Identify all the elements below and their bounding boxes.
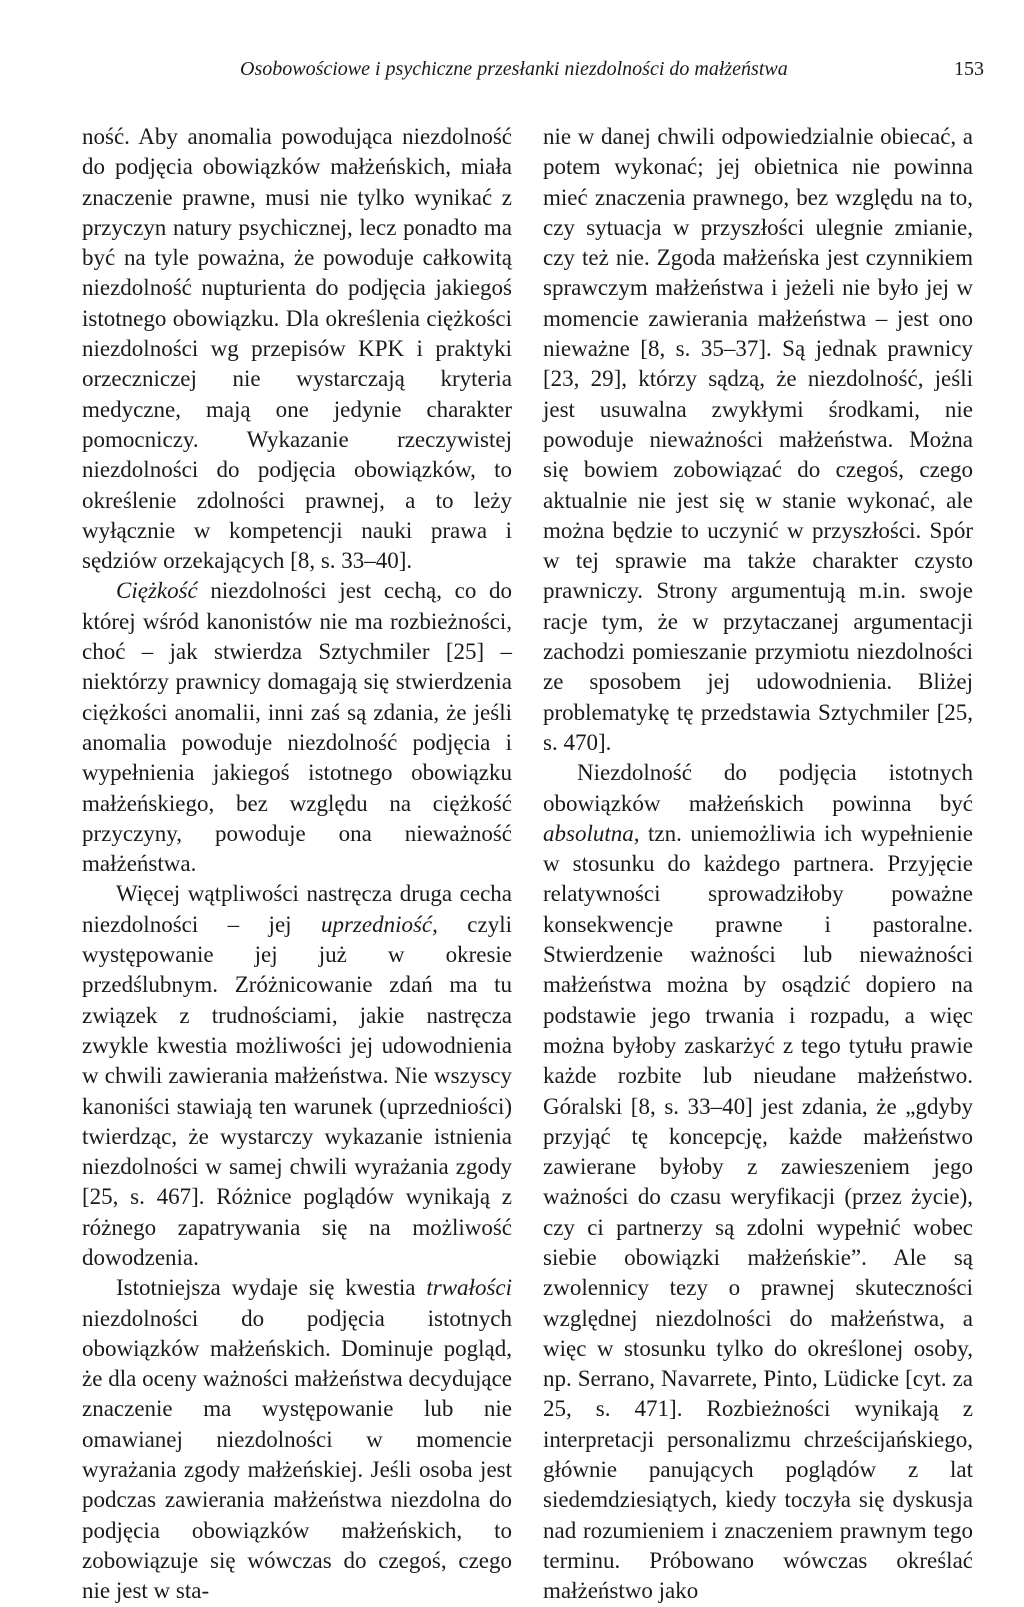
emphasis: trwałości — [426, 1275, 512, 1301]
page-number: 153 — [954, 58, 984, 80]
paragraph-text: Niezdolność do podjęcia istotnych obowiązków małżeńskich powinna być — [543, 760, 973, 816]
paragraph-text: niezdolności jest cechą, co do której wśród kanonistów nie ma rozbieżności, choć – jak stwierdza Sztychmiler [25] – niektórzy prawnicy domagają się stwierdzenia ciężkości anomalii, inni zaś są zdania, że jeśli anomalia powoduje niezdolność podjęcia i wypełnienia jakiegoś istotnego obowiązku małżeńskiego, bez względu na ciężkość przyczyny, powoduje ona nieważność małżeństwa. — [82, 578, 512, 877]
paragraph-text: tzn. uniemożliwia ich wypełnienie w stosunku do każdego partnera. Przyjęcie relatywności sprowadziłoby poważne konsekwencje prawne i pastoralne. Stwierdzenie ważności lub nieważności małżeństwa można by osądzić dopiero na podstawie jego trwania i rozpadu, a więc można byłoby zaskarżyć z tego tytułu prawie każde rozbite lub nieudane małżeństwo. Góralski [8, s. 33–40] jest zdania, że „gdyby przyjąć tę koncepcję, każde małżeństwo zawierane byłoby z zawieszeniem jego ważności do czasu weryfikacji (przez życie), czy ci partnerzy są zdolni wypełnić wobec siebie obowiązki małżeńskie”. Ale są zwolennicy tezy o prawnej skuteczności względnej niezdolności do małżeństwa, a więc w stosunku tylko do określonej osoby, np. Serrano, Navarrete, Pinto, Lüdicke [cyt. za 25, s. 471]. Rozbieżności wynikają z interpretacji personalizmu chrześcijańskiego, głównie panujących poglądów z lat siedemdziesiątych, kiedy toczyła się dyskusja nad rozumieniem i znaczeniem prawnym tego terminu. Próbowano wówczas określać małżeństwo jako — [543, 820, 973, 1604]
emphasis: Ciężkość — [116, 578, 198, 604]
paragraph: ność. Aby anomalia powodująca niezdolność do podjęcia obowiązków małżeńskich, miała znaczenie prawne, musi nie tylko wynikać z przyczyn natury psychicznej, lecz ponadto ma być na tyle poważna, że powoduje całkowitą niezdolność nupturienta do podjęcia jakiegoś istotnego obowiązku. Dla określenia ciężkości niezdolności wg przepisów KPK i praktyki orzeczniczej nie wystarczają kryteria medyczne, mają one jedynie charakter pomocniczy. Wykazanie rzeczywistej niezdolności do podjęcia obowiązków, to określenie zdolności prawnej, a to leży wyłącznie w kompetencji nauki prawa i sędziów orzekających [8, s. 33–40]. — [82, 124, 512, 574]
left-column — [82, 122, 512, 1607]
emphasis: uprzedniość, — [320, 911, 438, 937]
paragraph-text: Istotniejsza wydaje się kwestia — [116, 1275, 427, 1301]
paragraph — [82, 879, 512, 1273]
paragraph — [82, 1273, 512, 1606]
paragraph-text: niezdolności do podjęcia istotnych obowiązków małżeńskich. Dominuje pogląd, że dla oceny ważności małżeństwa decydujące znaczenie ma występowanie lub nie omawianej niezdolności w momencie wyrażania zgody małżeńskiej. Jeśli osoba jest podczas zawierania małżeństwa niezdolna do podjęcia obowiązków małżeńskich, to zobowiązuje się wówczas do czegoś, czego nie jest w sta- — [82, 1305, 512, 1604]
paragraph — [543, 758, 973, 1606]
running-head — [240, 58, 984, 92]
paragraph-text: czyli występowanie jej już w okresie przedślubnym. Zróżnicowanie zdań ma tu związek z trudnościami, jakie nastręcza zwykle kwestia możliwości jej udowodnienia w chwili zawierania małżeństwa. Nie wszyscy kanoniści stawiają ten warunek (uprzedniości) twierdząc, że wystarczy wykazanie istnienia niezdolności w samej chwili wyrażania zgody [25, s. 467]. Różnice poglądów wynikają z różnego zapatrywania się na możliwość dowodzenia. — [82, 911, 512, 1270]
paragraph — [82, 576, 512, 879]
paragraph: nie w danej chwili odpowiedzialnie obiecać, a potem wykonać; jej obietnica nie powinna mieć znaczenia prawnego, bez względu na to, czy sytuacja w przyszłości ulegnie zmianie, czy też nie. Zgoda małżeńska jest czynnikiem sprawczym małżeństwa i jeżeli nie było jej w momencie zawierania małżeństwa – jest ono nieważne [8, s. 35–37]. Są jednak prawnicy [23, 29], którzy sądzą, że niezdolność, jeśli jest usuwalna zwykłymi środkami, nie powoduje nieważności małżeństwa. Można się bowiem zobowiązać do czegoś, czego aktualnie nie jest się w stanie wykonać, ale można będzie to uczynić w przyszłości. Spór w tej sprawie ma także charakter czysto prawniczy. Strony argumentują m.in. swoje racje tym, że w przytaczanej argumentacji zachodzi pomieszanie przymiotu niezdolności ze sposobem jej udowodnienia. Bliżej problematykę tę przedstawia Sztychmiler [25, s. 470]. — [543, 124, 973, 755]
emphasis: absolutna, — [543, 820, 640, 846]
running-title: Osobowościowe i psychiczne przesłanki niezdolności do małżeństwa — [240, 58, 788, 80]
right-column — [543, 122, 973, 1607]
paragraph-text: Więcej wątpliwości nastręcza druga cecha niezdolności – jej — [82, 881, 512, 937]
